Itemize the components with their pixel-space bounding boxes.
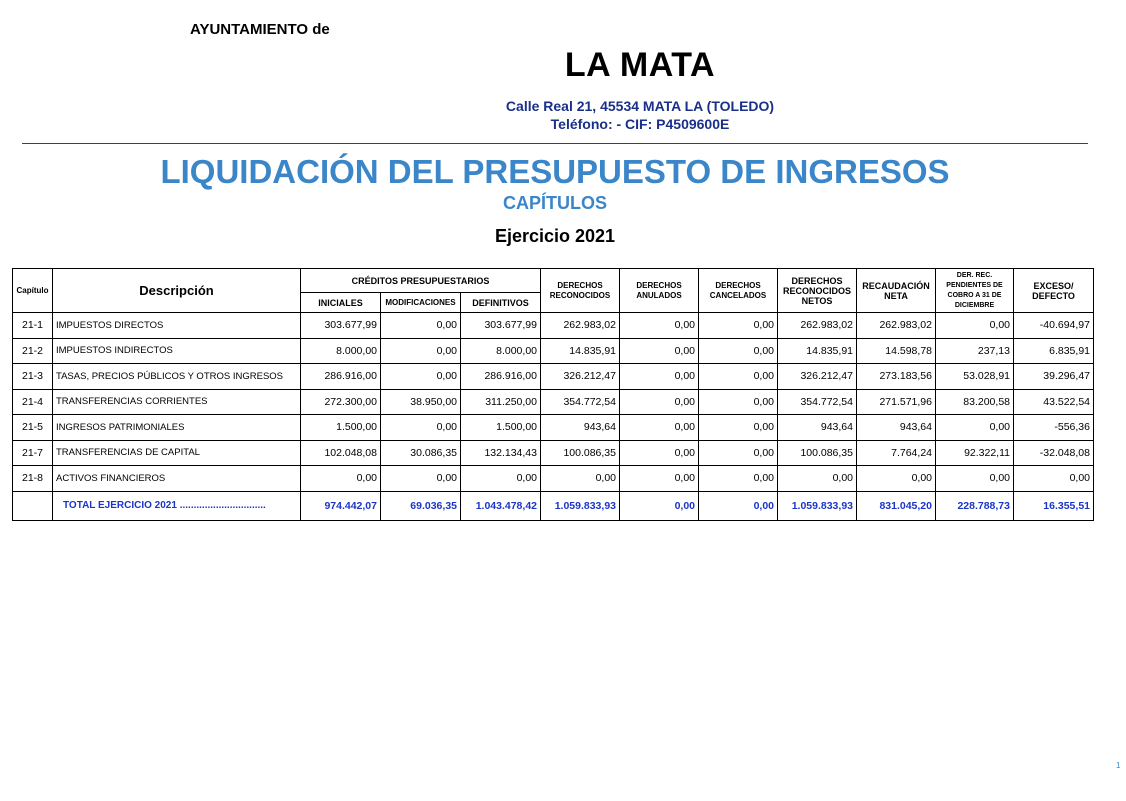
row-cancelados: 0,00	[699, 440, 778, 466]
page-title: LIQUIDACIÓN DEL PRESUPUESTO DE INGRESOS	[160, 153, 950, 190]
total-pendientes: 228.788,73	[936, 491, 1014, 520]
row-capitulo: 21-4	[13, 389, 53, 415]
header-definitivos: DEFINITIVOS	[461, 293, 541, 313]
row-netos: 326.212,47	[778, 364, 857, 390]
row-anulados: 0,00	[620, 364, 699, 390]
row-recaudacion: 271.571,96	[857, 389, 936, 415]
row-modificaciones: 0,00	[381, 313, 461, 339]
total-anulados: 0,00	[620, 491, 699, 520]
ayuntamiento-label: AYUNTAMIENTO de	[190, 21, 330, 38]
row-reconocidos: 262.983,02	[541, 313, 620, 339]
total-reconocidos: 1.059.833,93	[541, 491, 620, 520]
row-descripcion: IMPUESTOS DIRECTOS	[53, 313, 301, 339]
address-line: Calle Real 21, 45534 MATA LA (TOLEDO)	[505, 98, 775, 114]
row-capitulo: 21-7	[13, 440, 53, 466]
row-recaudacion: 14.598,78	[857, 338, 936, 364]
row-reconocidos: 100.086,35	[541, 440, 620, 466]
row-exceso: 43.522,54	[1014, 389, 1094, 415]
contact-line: Teléfono: - CIF: P4509600E	[550, 116, 730, 132]
table-row	[13, 440, 1094, 466]
row-iniciales: 303.677,99	[301, 313, 381, 339]
row-capitulo: 21-1	[13, 313, 53, 339]
row-modificaciones: 0,00	[381, 338, 461, 364]
row-cancelados: 0,00	[699, 364, 778, 390]
row-descripcion: TASAS, PRECIOS PÚBLICOS Y OTROS INGRESOS	[53, 364, 301, 390]
row-definitivos: 286.916,00	[461, 364, 541, 390]
table-row	[13, 466, 1094, 492]
row-anulados: 0,00	[620, 338, 699, 364]
total-modificaciones: 69.036,35	[381, 491, 461, 520]
total-definitivos: 1.043.478,42	[461, 491, 541, 520]
total-cap-cell	[13, 491, 53, 520]
header-exceso: EXCESO/ DEFECTO	[1014, 269, 1094, 313]
table-row	[13, 338, 1094, 364]
row-definitivos: 303.677,99	[461, 313, 541, 339]
row-iniciales: 102.048,08	[301, 440, 381, 466]
total-cancelados: 0,00	[699, 491, 778, 520]
total-recaudacion: 831.045,20	[857, 491, 936, 520]
row-cancelados: 0,00	[699, 466, 778, 492]
row-cancelados: 0,00	[699, 313, 778, 339]
row-exceso: -556,36	[1014, 415, 1094, 441]
table-row	[13, 313, 1094, 339]
row-pendientes: 53.028,91	[936, 364, 1014, 390]
row-capitulo: 21-3	[13, 364, 53, 390]
row-recaudacion: 7.764,24	[857, 440, 936, 466]
header-derechos-reconocidos: DERECHOS RECONOCIDOS	[541, 269, 620, 313]
row-anulados: 0,00	[620, 415, 699, 441]
row-modificaciones: 38.950,00	[381, 389, 461, 415]
header-capitulo: Capítulo	[13, 269, 53, 313]
row-modificaciones: 0,00	[381, 364, 461, 390]
row-modificaciones: 30.086,35	[381, 440, 461, 466]
page-number: 1	[1116, 761, 1121, 770]
row-pendientes: 237,13	[936, 338, 1014, 364]
row-netos: 354.772,54	[778, 389, 857, 415]
row-capitulo: 21-8	[13, 466, 53, 492]
row-netos: 0,00	[778, 466, 857, 492]
header-iniciales: INICIALES	[301, 293, 381, 313]
row-definitivos: 0,00	[461, 466, 541, 492]
row-pendientes: 83.200,58	[936, 389, 1014, 415]
header-derechos-anulados: DERECHOS ANULADOS	[620, 269, 699, 313]
row-pendientes: 0,00	[936, 313, 1014, 339]
row-anulados: 0,00	[620, 389, 699, 415]
row-reconocidos: 354.772,54	[541, 389, 620, 415]
row-pendientes: 92.322,11	[936, 440, 1014, 466]
row-netos: 100.086,35	[778, 440, 857, 466]
row-cancelados: 0,00	[699, 389, 778, 415]
header-creditos: CRÉDITOS PRESUPUESTARIOS	[301, 269, 541, 293]
row-descripcion: INGRESOS PATRIMONIALES	[53, 415, 301, 441]
row-descripcion: TRANSFERENCIAS DE CAPITAL	[53, 440, 301, 466]
row-netos: 943,64	[778, 415, 857, 441]
table-row	[13, 415, 1094, 441]
row-modificaciones: 0,00	[381, 415, 461, 441]
row-descripcion: IMPUESTOS INDIRECTOS	[53, 338, 301, 364]
row-exceso: 39.296,47	[1014, 364, 1094, 390]
row-exceso: 6.835,91	[1014, 338, 1094, 364]
table-row	[13, 389, 1094, 415]
row-recaudacion: 943,64	[857, 415, 936, 441]
row-netos: 14.835,91	[778, 338, 857, 364]
total-iniciales: 974.442,07	[301, 491, 381, 520]
municipality-name: LA MATA	[564, 46, 716, 84]
row-definitivos: 8.000,00	[461, 338, 541, 364]
row-definitivos: 311.250,00	[461, 389, 541, 415]
row-exceso: 0,00	[1014, 466, 1094, 492]
header-derechos-netos: DERECHOS RECONOCIDOS NETOS	[778, 269, 857, 313]
row-netos: 262.983,02	[778, 313, 857, 339]
income-budget-table	[12, 268, 1094, 521]
row-cancelados: 0,00	[699, 415, 778, 441]
row-anulados: 0,00	[620, 313, 699, 339]
table-row	[13, 364, 1094, 390]
row-exceso: -32.048,08	[1014, 440, 1094, 466]
header-divider	[22, 143, 1088, 144]
total-row	[13, 491, 1094, 520]
row-reconocidos: 0,00	[541, 466, 620, 492]
row-definitivos: 1.500,00	[461, 415, 541, 441]
header-recaudacion: RECAUDACIÓN NETA	[857, 269, 936, 313]
row-cancelados: 0,00	[699, 338, 778, 364]
row-iniciales: 286.916,00	[301, 364, 381, 390]
total-exceso: 16.355,51	[1014, 491, 1094, 520]
row-anulados: 0,00	[620, 440, 699, 466]
row-exceso: -40.694,97	[1014, 313, 1094, 339]
row-iniciales: 272.300,00	[301, 389, 381, 415]
header-derechos-cancelados: DERECHOS CANCELADOS	[699, 269, 778, 313]
row-reconocidos: 943,64	[541, 415, 620, 441]
header-modificaciones: MODIFICACIONES	[381, 293, 461, 313]
page-subtitle: CAPÍTULOS	[502, 193, 607, 213]
fiscal-year: Ejercicio 2021	[494, 226, 616, 246]
row-recaudacion: 273.183,56	[857, 364, 936, 390]
row-anulados: 0,00	[620, 466, 699, 492]
row-iniciales: 8.000,00	[301, 338, 381, 364]
row-definitivos: 132.134,43	[461, 440, 541, 466]
header-pendientes: DER. REC. PENDIENTES DE COBRO A 31 DE DICIEMBRE	[936, 269, 1014, 313]
row-iniciales: 1.500,00	[301, 415, 381, 441]
row-capitulo: 21-2	[13, 338, 53, 364]
header-descripcion: Descripción	[53, 269, 301, 313]
row-pendientes: 0,00	[936, 466, 1014, 492]
row-descripcion: ACTIVOS FINANCIEROS	[53, 466, 301, 492]
row-recaudacion: 0,00	[857, 466, 936, 492]
row-reconocidos: 326.212,47	[541, 364, 620, 390]
row-capitulo: 21-5	[13, 415, 53, 441]
row-modificaciones: 0,00	[381, 466, 461, 492]
row-pendientes: 0,00	[936, 415, 1014, 441]
total-netos: 1.059.833,93	[778, 491, 857, 520]
row-reconocidos: 14.835,91	[541, 338, 620, 364]
row-descripcion: TRANSFERENCIAS CORRIENTES	[53, 389, 301, 415]
total-label: TOTAL EJERCICIO 2021 ...............................	[53, 491, 301, 520]
row-iniciales: 0,00	[301, 466, 381, 492]
row-recaudacion: 262.983,02	[857, 313, 936, 339]
